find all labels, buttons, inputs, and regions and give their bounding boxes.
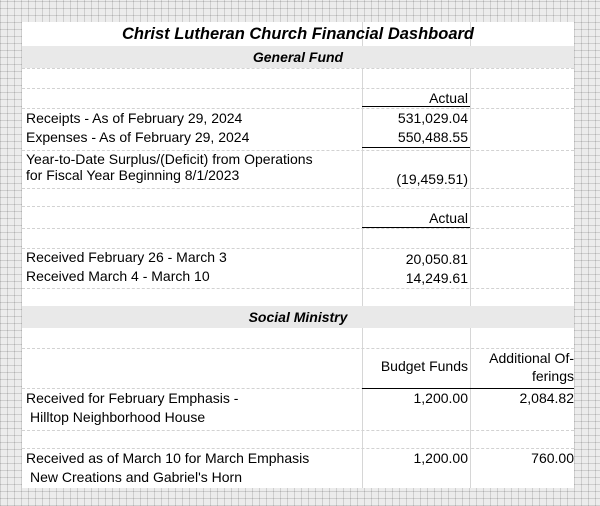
expenses-label: Expenses - As of February 29, 2024 (26, 129, 250, 145)
header-underline (362, 106, 470, 107)
feb-emphasis-label-line2: Hilltop Neighborhood House (30, 409, 206, 425)
spreadsheet-sheet[interactable] (22, 22, 574, 488)
actual-column-header: Actual (429, 90, 468, 106)
surplus-value: (19,459.51) (396, 171, 468, 187)
surplus-label-line2: for Fiscal Year Beginning 8/1/2023 (26, 167, 240, 183)
actual-column-header-2: Actual (429, 210, 468, 226)
mar-emphasis-label-line1: Received as of March 10 for March Emphasis (26, 450, 310, 466)
column-divider (470, 22, 471, 488)
receipts-label: Receipts - As of February 29, 2024 (26, 110, 243, 126)
header-underline (362, 227, 470, 228)
dashboard-title: Christ Lutheran Church Financial Dashboard (121, 25, 475, 43)
row-divider (22, 108, 574, 109)
social-ministry-heading: Social Ministry (248, 309, 348, 325)
row-divider (22, 430, 574, 431)
header-underline (362, 388, 574, 389)
general-fund-heading: General Fund (252, 49, 344, 65)
row-divider (22, 206, 574, 207)
feb-emphasis-label-line1: Received for February Emphasis - (26, 390, 239, 406)
budget-funds-header: Budget Funds (380, 358, 468, 374)
row-divider (22, 68, 574, 69)
subtotal-underline (362, 147, 470, 148)
row-divider (22, 88, 574, 89)
mar-budget-value: 1,200.00 (413, 450, 468, 466)
additional-offerings-header-line2: ferings (531, 368, 574, 384)
received-week2-value: 14,249.61 (405, 270, 468, 286)
received-week1-label: Received February 26 - March 3 (26, 249, 227, 265)
row-divider (22, 188, 574, 189)
row-divider (22, 228, 574, 229)
mar-emphasis-label-line2: New Creations and Gabriel's Horn (30, 469, 242, 485)
received-week2-label: Received March 4 - March 10 (26, 268, 210, 284)
feb-additional-value: 2,084.82 (519, 390, 574, 406)
received-week1-value: 20,050.81 (405, 251, 468, 267)
row-divider (22, 288, 574, 289)
additional-offerings-header-line1: Additional Of- (489, 350, 574, 366)
row-divider (22, 348, 574, 349)
mar-additional-value: 760.00 (531, 450, 574, 466)
row-divider (22, 448, 574, 449)
expenses-value: 550,488.55 (397, 129, 468, 145)
receipts-value: 531,029.04 (397, 110, 468, 126)
surplus-label-line1: Year-to-Date Surplus/(Deficit) from Operations (26, 151, 313, 167)
feb-budget-value: 1,200.00 (413, 390, 468, 406)
